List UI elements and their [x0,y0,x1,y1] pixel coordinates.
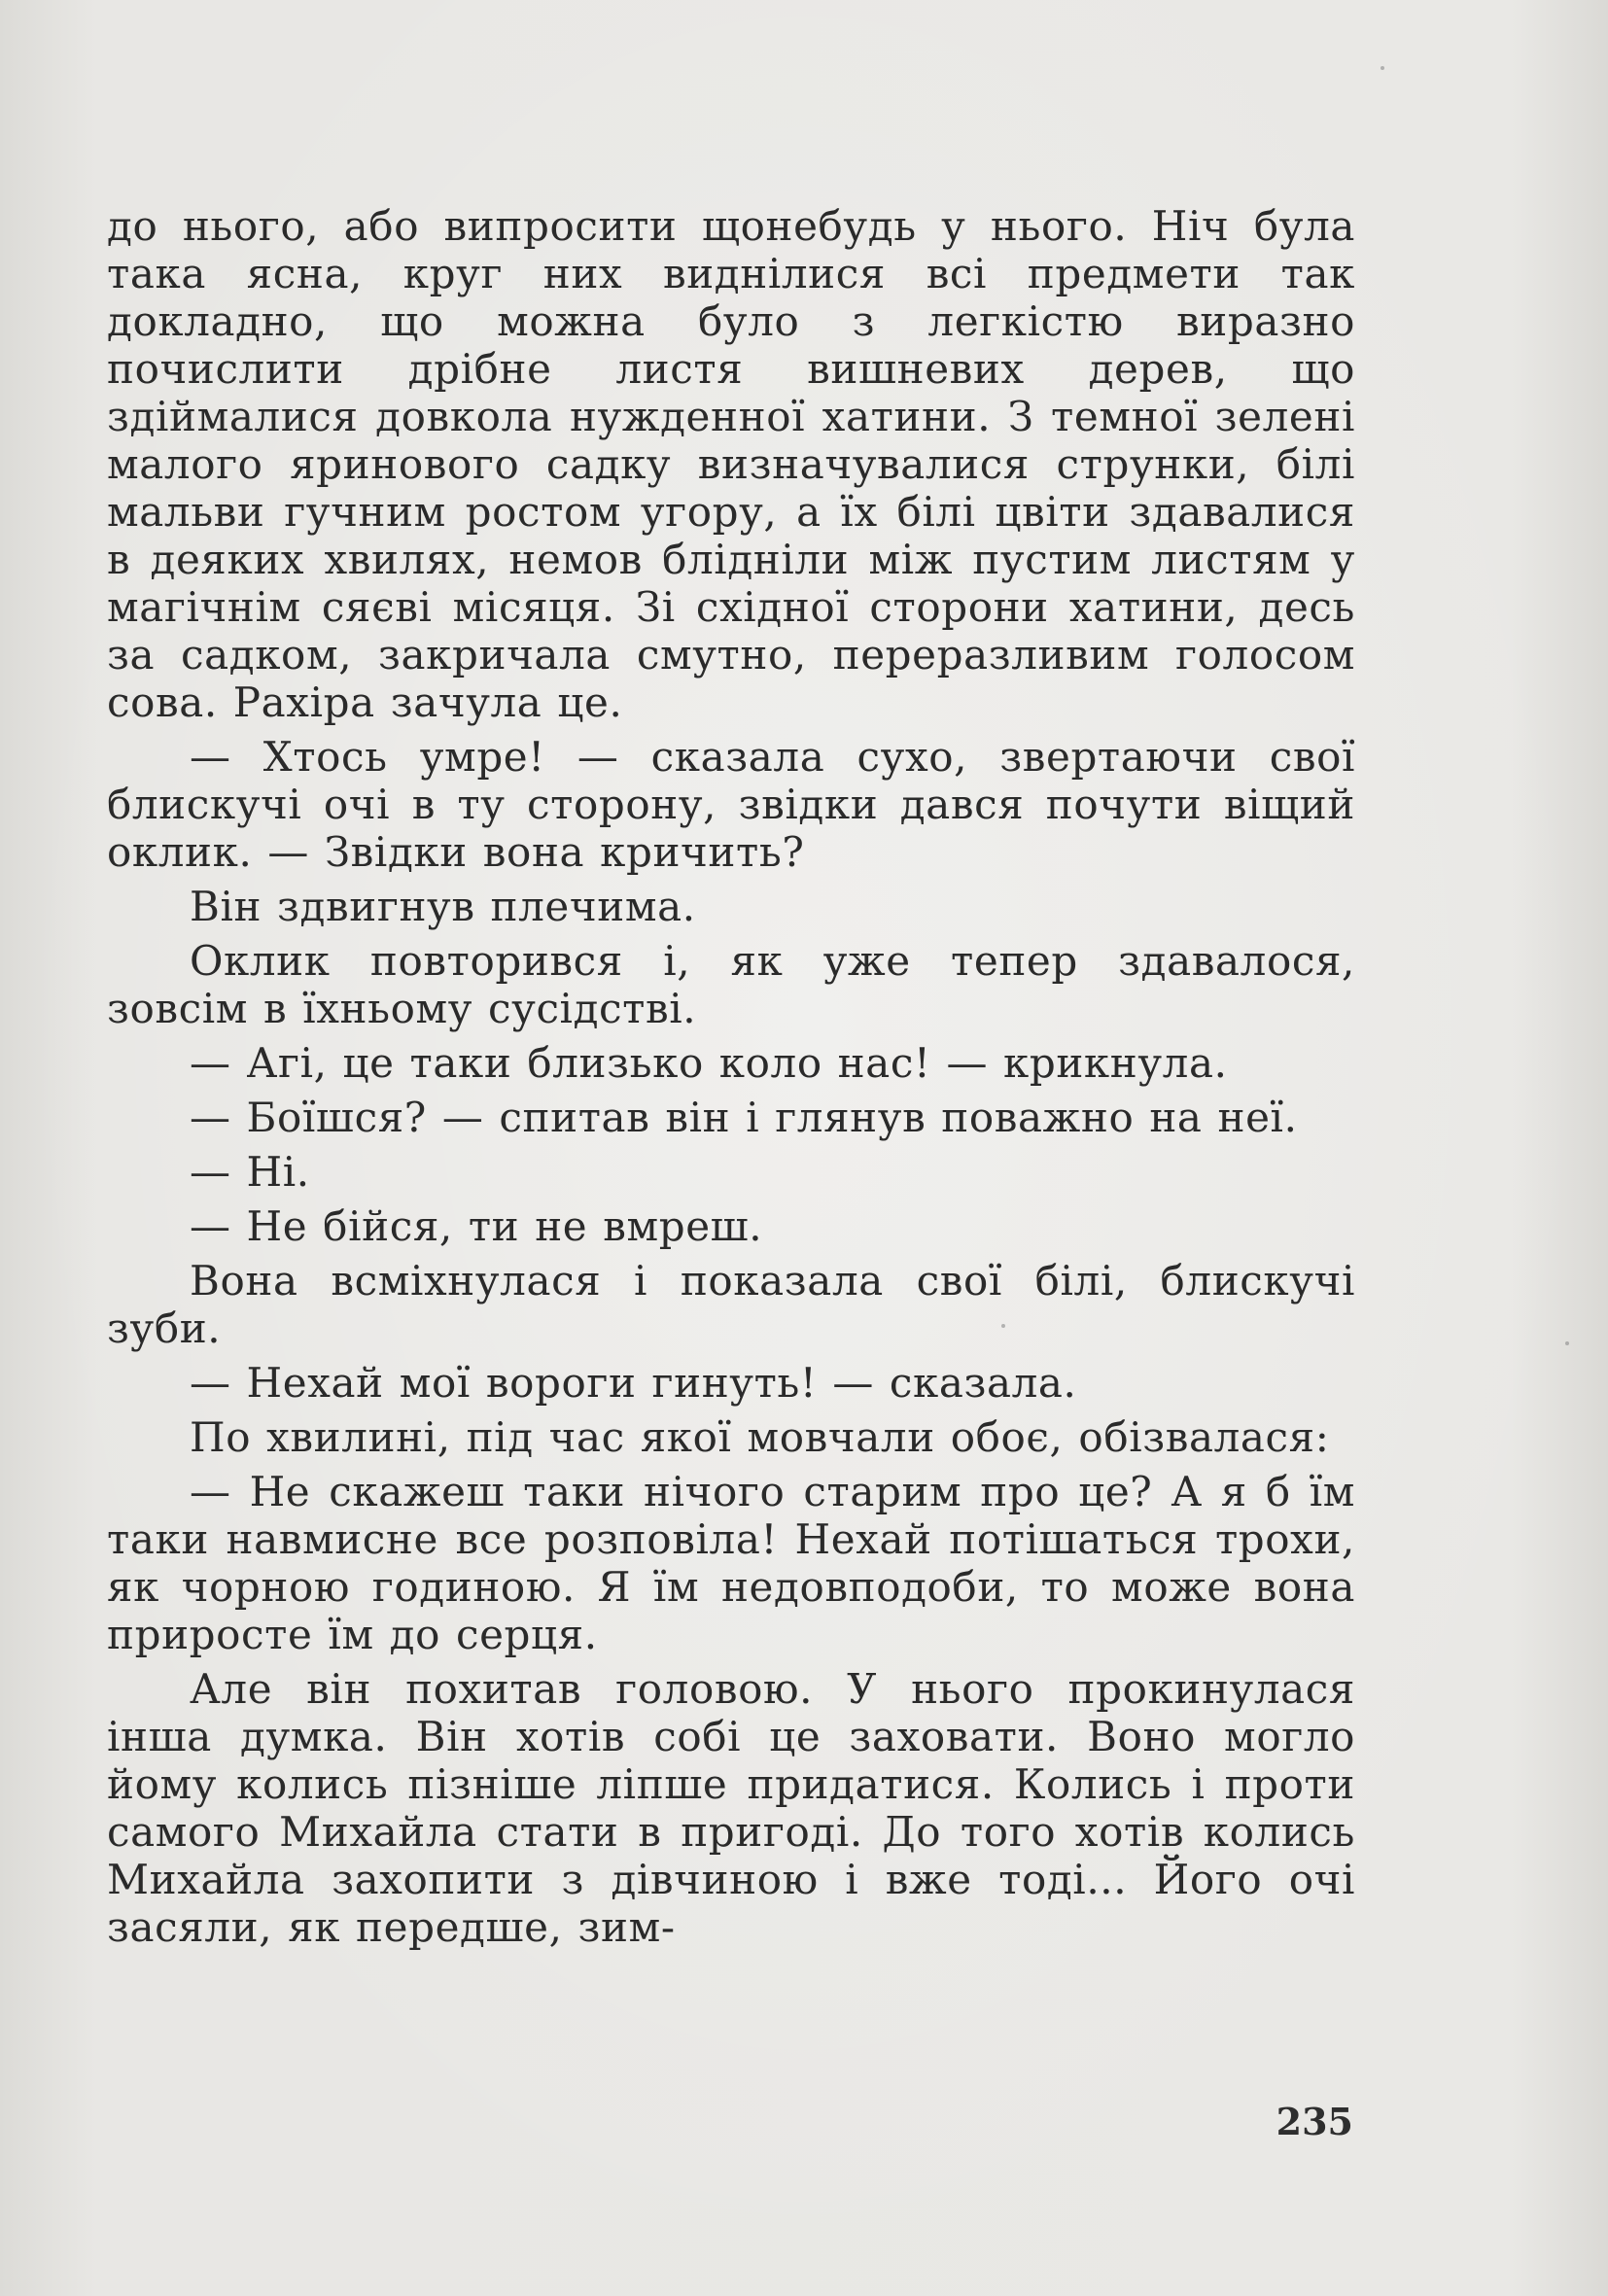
paragraph: — Агі, це таки близько коло нас! — крикнула. [190,1039,1228,1087]
paragraph: Вона всміхнулася і показала свої білі, блискучі зуби. [107,1257,1355,1352]
scan-speck [1381,66,1384,70]
paragraph: — Не скажеш таки нічого старим про це? А я б їм таки навмисне все розповіла! Нехай потішаться трохи, як чорною годиною. Я їм недовподоби, то може вона приросте їм до серця. [107,1468,1355,1658]
paragraph: — Нехай мої вороги гинуть! — сказала. [190,1359,1077,1407]
paragraph: Оклик повторився і, як уже тепер здавалося, зовсім в їхньому сусідстві. [107,937,1355,1032]
paragraph: до нього, або випросити щонебудь у нього. Ніч була така ясна, круг них виднілися всі предмети так докладно, що можна було з легкістю виразно почислити дрібне листя вишневих дерев, що здіймалися довкола нужденної хатини. З темної зелені малого яринового садку визначувалися струнки, білі мальви гучним ростом угору, а їх білі цвіти здавалися в деяких хвилях, немов блідніли між пустим листям у магічнім сяєві місяця. Зі східної сторони хатини, десь за садком, закричала смутно, переразливим голосом сова. Рахіра зачула це. [107,202,1355,726]
paragraph: Він здвигнув плечима. [190,883,696,930]
paragraph: По хвилині, під час якої мовчали обоє, обізвалася: [190,1413,1330,1461]
paragraph: — Хтось умре! — сказала сухо, звертаючи свої блискучі очі в ту сторону, звідки дався почути віщий оклик. — Звідки вона кричить? [107,733,1355,876]
paragraph: — Ні. [190,1148,310,1196]
paragraph: — Не бійся, ти не вмреш. [190,1202,763,1250]
body-text [107,202,1355,1958]
paragraph: — Боїшся? — спитав він і глянув поважно на неї. [190,1094,1298,1141]
scan-speck [1001,1324,1005,1328]
scan-speck [1565,1341,1569,1345]
paragraph: Але він похитав головою. У нього прокинулася інша думка. Він хотів собі це заховати. Воно могло йому колись пізніше ліпше придатися. Колись і проти самого Михайла стати в пригоді. До того хотів колись Михайла захопити з дівчиною і вже тоді... Його очі засяли, як передше, зим- [107,1665,1355,1951]
page-number: 235 [1276,2100,1353,2143]
